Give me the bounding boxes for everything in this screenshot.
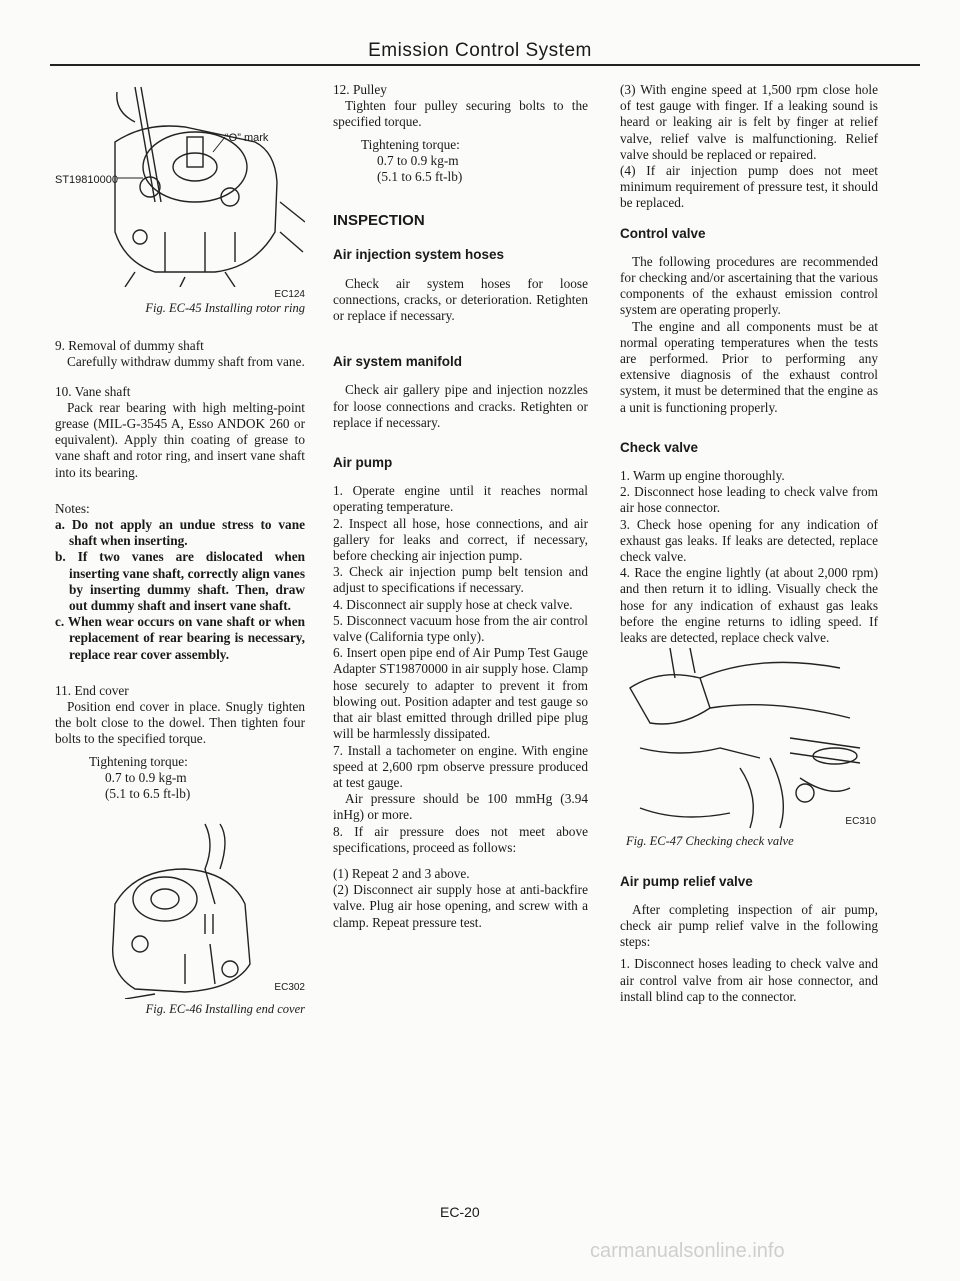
step-title: 11. End cover <box>55 682 129 698</box>
pump-substep: (2) Disconnect air supply hose at anti-backfire valve. Plug air hose opening, and screw with a clamp. Repeat pressure test. <box>333 882 588 930</box>
step-title: 9. Removal of dummy shaft <box>55 338 204 354</box>
subheading-hoses: Air injection system hoses <box>333 247 505 263</box>
subheading-manifold: Air system manifold <box>333 354 463 370</box>
check-step: 2. Disconnect hose leading to check valve from air hose connector. <box>620 484 878 516</box>
pump-step-spec: Air pressure should be 100 mmHg (3.94 inHg) or more. <box>333 791 588 823</box>
page-number: EC-20 <box>440 1204 480 1220</box>
torque-value-imperial: (5.1 to 6.5 ft-lb) <box>105 786 191 802</box>
check-step: 3. Check hose opening for any indication of exhaust gas leaks. If leaks are detected, replace check valve. <box>620 516 878 565</box>
torque-label: Tightening torque: <box>361 136 460 152</box>
hoses-body: Check air system hoses for loose connections, cracks, or deterioration. Retighten or replace if necessary. <box>333 275 588 324</box>
control-valve-body: The following procedures are recommended for checking and/or ascertaining that the various components of the exhaust emission control system are operating properly. <box>620 253 878 318</box>
step-body: Position end cover in place. Snugly tighten the bolt close to the dowel. Then tighten four bolts to the specified torque. <box>55 699 305 747</box>
control-valve-body: The engine and all components must be at normal operating temperatures when the tests are performed. Prior to performing any extensive diagnosis of the exhaust control system, it must be determined that the engine as a unit is functioning properly. <box>620 318 878 415</box>
note-a: a. Do not apply an undue stress to vane shaft when inserting. <box>55 517 305 549</box>
check-step: 1. Warm up engine thoroughly. <box>620 468 785 484</box>
pump-step: 6. Insert open pipe end of Air Pump Test Gauge Adapter ST19870000 in air supply hose. Clamp hose securely to adapter to prevent it from blowing out. Position adapter and test gauge so that air blast emitted through drilled pipe plug will be harmlessly dissipated. <box>333 645 588 742</box>
end-cover-illustration <box>55 814 305 999</box>
relief-step: 1. Disconnect hoses leading to check valve and air control valve from air hose connector, and install blind cap to the connector. <box>620 956 878 1004</box>
pump-substep: (1) Repeat 2 and 3 above. <box>333 865 470 881</box>
pump-step: 7. Install a tachometer on engine. With engine speed at 2,600 rpm observe pressure produced at test gauge. <box>333 742 588 790</box>
pump-step: 4. Disconnect air supply hose at check valve. <box>333 596 573 612</box>
figure-caption: Fig. EC-45 Installing rotor ring <box>145 301 305 315</box>
section-heading-inspection: INSPECTION <box>333 212 425 230</box>
pump-step: 8. If air pressure does not meet above specifications, proceed as follows: <box>333 823 588 855</box>
step-body: Tighten four pulley securing bolts to the specified torque. <box>333 98 588 130</box>
figure-caption: Fig. EC-46 Installing end cover <box>145 1002 305 1017</box>
pump-step: 5. Disconnect vacuum hose from the air control valve (California type only). <box>333 612 588 645</box>
torque-value-imperial: (5.1 to 6.5 ft-lb) <box>377 169 463 185</box>
note-c: c. When wear occurs on vane shaft or when replacement of rear bearing is necessary, replace rear cover assembly. <box>55 614 305 662</box>
note-b: b. If two vanes are dislocated when inserting vane shaft, correctly align vanes by inserting dummy shaft. Then, draw out dummy shaft and insert vane shaft. <box>55 549 305 614</box>
pump-step: 3. Check air injection pump belt tension and adjust to specifications if necessary. <box>333 564 588 596</box>
step-title: 10. Vane shaft <box>55 383 131 399</box>
column-2 <box>333 82 588 931</box>
pump-step: 2. Inspect all hose, hose connections, and air gallery for leaks and correct, if necessary, before checking air injection pump. <box>333 515 588 564</box>
figure-caption: Fig. EC-47 Checking check valve <box>626 834 794 849</box>
column-3 <box>620 82 878 1018</box>
part-number-label: ST19810000 <box>55 174 118 186</box>
figure-ec46 <box>55 814 305 999</box>
pump-substep: (3) With engine speed at 1,500 rpm close hole of test gauge with finger. If a leaking sound is heard or leaking air is felt by finger at relief valve, relief valve is malfunctioning. Relief valve should be replaced or repaired. <box>620 82 878 162</box>
header-rule <box>50 64 920 66</box>
torque-value-metric: 0.7 to 0.9 kg-m <box>105 769 187 785</box>
figure-ec45 <box>55 82 305 304</box>
figure-code: EC124 <box>274 289 305 300</box>
subheading-air-pump: Air pump <box>333 455 393 471</box>
step-body: Carefully withdraw dummy shaft from vane. <box>67 354 305 370</box>
figure-code: EC302 <box>274 982 305 994</box>
step-body: Pack rear bearing with high melting-point grease (MIL-G-3545 A, Esso ANDOK 260 or equivalent). Apply thin coating of grease to vane shaft and rotor ring, and insert vane shaft into its bearing. <box>55 399 305 480</box>
torque-spec <box>333 137 588 186</box>
figure-ec47 <box>620 648 878 833</box>
subheading-relief-valve: Air pump relief valve <box>620 873 753 889</box>
manifold-body: Check air gallery pipe and injection nozzles for loose connections and cracks. Retighten or replace if necessary. <box>333 382 588 430</box>
subheading-check-valve: Check valve <box>620 439 699 455</box>
notes-title: Notes: <box>55 500 90 516</box>
check-valve-illustration <box>620 648 878 833</box>
step-title: 12. Pulley <box>333 82 387 97</box>
pump-step: 1. Operate engine until it reaches normal operating temperature. <box>333 483 588 515</box>
torque-spec <box>55 754 305 803</box>
torque-value-metric: 0.7 to 0.9 kg-m <box>377 152 459 168</box>
subheading-control-valve: Control valve <box>620 225 706 241</box>
watermark: carmanualsonline.info <box>590 1240 785 1262</box>
relief-valve-body: After completing inspection of air pump, check air pump relief valve in the following steps: <box>620 901 878 950</box>
page-header: Emission Control System <box>368 40 592 61</box>
column-1 <box>55 82 305 1017</box>
figure-code: EC310 <box>845 816 876 828</box>
o-mark-label: “O” mark <box>225 132 269 144</box>
pump-substep: (4) If air injection pump does not meet minimum requirement of pressure test, it should be replaced. <box>620 163 878 211</box>
check-step: 4. Race the engine lightly (at about 2,000 rpm) and then return it to idling. Visually check the hose for any indication of exhaust gas leaks before the engine returns to idling speed. If leaks are detected, replace check valve. <box>620 565 878 646</box>
torque-label: Tightening torque: <box>89 753 188 769</box>
